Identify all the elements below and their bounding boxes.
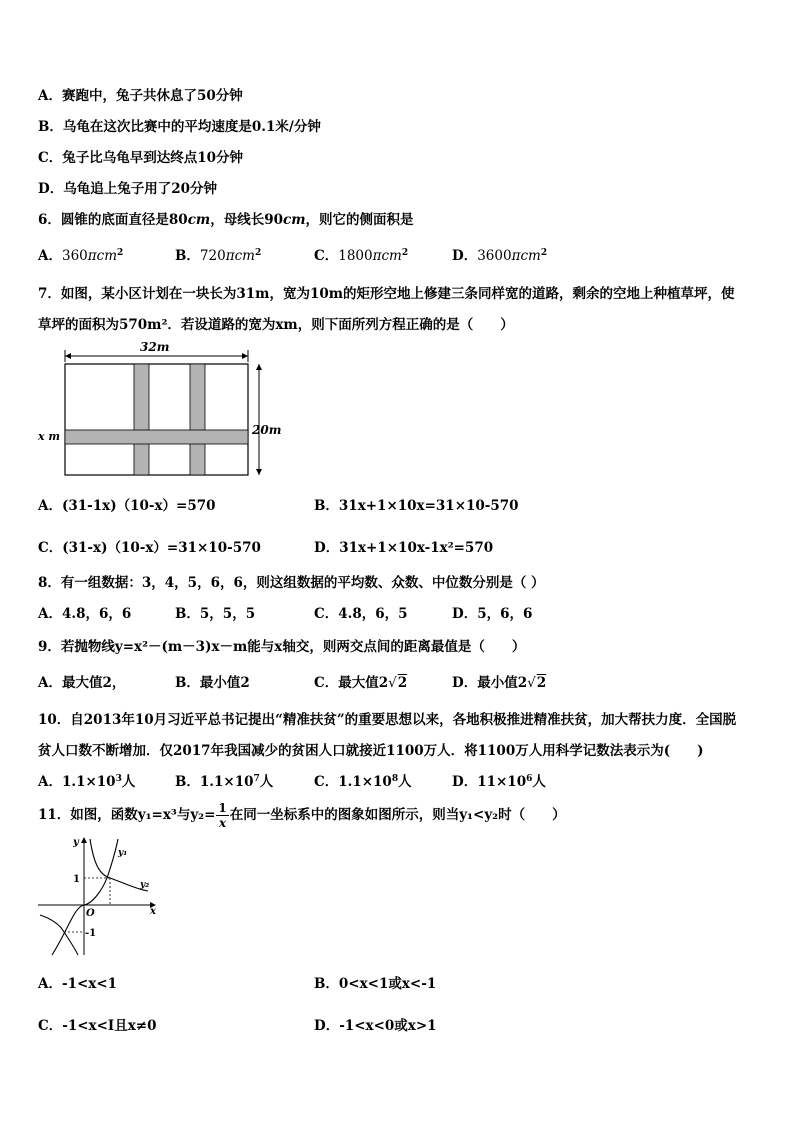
- q9-option-b: B．最小值2: [175, 675, 250, 691]
- q7-left-label: x m: [38, 430, 61, 443]
- q11-stem-a: 11．如图，函数y₁=x³与y₂=: [38, 807, 216, 823]
- q6-d-label: D．: [452, 248, 478, 264]
- q6-b-sup: 2: [254, 248, 262, 258]
- q11-option-d: D．-1<x<0或x>1: [314, 1018, 437, 1034]
- q10-b-unit: 人: [259, 774, 274, 790]
- q7-option-a: A．(31-1x)（10-x）=570: [38, 498, 216, 514]
- q7-option-b: B．31x+1×10x=31×10-570: [314, 498, 519, 514]
- q5-option-a: A．赛跑中，兔子共休息了50分钟: [38, 88, 243, 104]
- q5-option-c: C．兔子比乌龟早到达终点10分钟: [38, 150, 244, 166]
- q6-d-unit: πcm: [511, 248, 541, 264]
- q11-neg-one-label: -1: [85, 928, 97, 939]
- q11-y-label: y: [73, 837, 79, 848]
- q9-option-c: C．最大值2√2: [314, 675, 408, 691]
- q9-d-sqrt: 2: [536, 675, 547, 691]
- q6-stem-a: 6．圆锥的底面直径是80: [38, 212, 188, 228]
- q8-option-c: C．4.8，6，5: [314, 606, 408, 622]
- q9-option-a: A．最大值2，: [38, 675, 126, 691]
- q7-top-label: 32m: [140, 340, 170, 354]
- q6-stem: [38, 208, 414, 228]
- q6-c-value: 1800: [338, 248, 373, 264]
- q10-stem-line2: 贫人口数不断增加．仅2017年我国减少的贫困人口就接近1100万人．将1100万人用科学记数法表示为( ): [38, 743, 704, 759]
- q10-option-a: [38, 770, 135, 790]
- q11-frac-num: 1: [218, 801, 227, 815]
- q7-stem-line2: 草坪的面积为570m²．若设道路的宽为xm，则下面所列方程正确的是（ ）: [38, 317, 514, 333]
- q7-stem-line1: 7．如图，某小区计划在一块长为31m，宽为10m的矩形空地上修建三条同样宽的道路，剩余的空地上种植草坪，使: [38, 286, 735, 302]
- q7-figure: [38, 336, 288, 482]
- q10-a-unit: 人: [121, 774, 136, 790]
- q9-stem: 9．若抛物线y=x²－(m－3)x－m能与x轴交，则两交点间的距离最值是（ ）: [38, 639, 526, 655]
- q8-option-d: D．5，6，6: [452, 606, 533, 622]
- q6-b-unit: πcm: [225, 248, 255, 264]
- q10-c-unit: 人: [398, 774, 412, 790]
- q10-d-label: D．11×10: [452, 774, 527, 790]
- q9-option-d: D．最小值2√2: [452, 675, 547, 691]
- q11-stem: [38, 801, 566, 830]
- q6-a-value: 360: [61, 248, 88, 264]
- q10-d-exp: 6: [526, 774, 533, 784]
- q6-a-unit: πcm: [87, 248, 118, 264]
- q11-fraction: [216, 801, 228, 830]
- q9-c-sqrt: 2: [397, 675, 408, 691]
- q6-c-label: C．: [314, 248, 339, 264]
- q10-option-c: [314, 770, 412, 790]
- q11-stem-b: 在同一坐标系中的图象如图所示，则当y₁<y₂时（ ）: [229, 807, 566, 823]
- q6-b-value: 720: [199, 248, 226, 264]
- q6-unit-2: cm: [283, 212, 306, 228]
- q10-b-exp: 7: [253, 774, 260, 784]
- q5-option-d: D．乌龟追上兔子用了20分钟: [38, 181, 217, 197]
- q10-option-b: [175, 770, 273, 790]
- q7-road-vertical-2: [190, 364, 205, 475]
- q11-x-label: x: [150, 906, 156, 917]
- q10-d-unit: 人: [532, 774, 546, 790]
- q6-a-label: A．: [38, 248, 62, 264]
- q6-c-unit: πcm: [372, 248, 402, 264]
- q11-option-c: C．-1<x<I且x≠0: [38, 1018, 157, 1034]
- q6-a-sup: 2: [117, 248, 124, 258]
- q11-option-a: A．-1<x<1: [38, 976, 118, 992]
- q11-option-b: B．0<x<1或x<-1: [314, 976, 437, 992]
- q7-field-rect: [65, 364, 248, 475]
- q11-y1-label: y₁: [118, 848, 128, 858]
- q7-road-horizontal: [65, 430, 248, 444]
- q9-c-label: C．最大值2: [314, 675, 389, 691]
- q8-option-a: A．4.8，6，6: [38, 606, 132, 622]
- q11-y2-label: y₂: [140, 880, 150, 890]
- q9-d-label: D．最小值2: [452, 675, 528, 691]
- q6-d-value: 3600: [477, 248, 512, 264]
- q11-frac-den: x: [218, 816, 227, 830]
- q5-option-b: B．乌龟在这次比赛中的平均速度是0.1米/分钟: [38, 119, 321, 135]
- q6-option-c: [314, 244, 408, 264]
- q10-c-label: C．1.1×10: [314, 774, 392, 790]
- q6-c-sup: 2: [401, 248, 409, 258]
- q7-option-d: D．31x+1×10x-1x²=570: [314, 540, 494, 556]
- q11-figure: [38, 835, 160, 957]
- q6-stem-b: ，母线长90: [210, 212, 283, 228]
- q8-option-b: B．5，5，5: [175, 606, 256, 622]
- q6-option-d: [452, 244, 547, 264]
- q6-option-b: [175, 244, 261, 264]
- q7-road-vertical-1: [134, 364, 149, 475]
- q7-right-label: 20m: [252, 423, 282, 437]
- q10-stem-line1: 10．自2013年10月习近平总书记提出“精准扶贫”的重要思想以来，各地积极推进精准扶贫，加大帮扶力度．全国脱: [38, 712, 737, 728]
- q8-stem: 8．有一组数据：3，4，5，6，6，则这组数据的平均数、众数、中位数分别是（ ）: [38, 575, 545, 591]
- q10-c-exp: 8: [391, 774, 399, 784]
- q6-option-a: [38, 244, 123, 264]
- q11-origin-label: O: [86, 908, 95, 919]
- q11-curve-y2-q3: [40, 915, 78, 955]
- q6-b-label: B．: [175, 248, 200, 264]
- q10-option-d: [452, 770, 546, 790]
- q10-b-label: B．1.1×10: [175, 774, 254, 790]
- q11-one-label: 1: [73, 874, 80, 885]
- q7-option-c: C．(31-x)（10-x）=31×10-570: [38, 540, 261, 556]
- q10-a-label: A．1.1×10: [38, 774, 116, 790]
- q10-a-exp: 3: [115, 774, 122, 784]
- q6-d-sup: 2: [540, 248, 548, 258]
- q6-unit-1: cm: [187, 212, 211, 228]
- q6-stem-c: ，则它的侧面积是: [305, 212, 414, 228]
